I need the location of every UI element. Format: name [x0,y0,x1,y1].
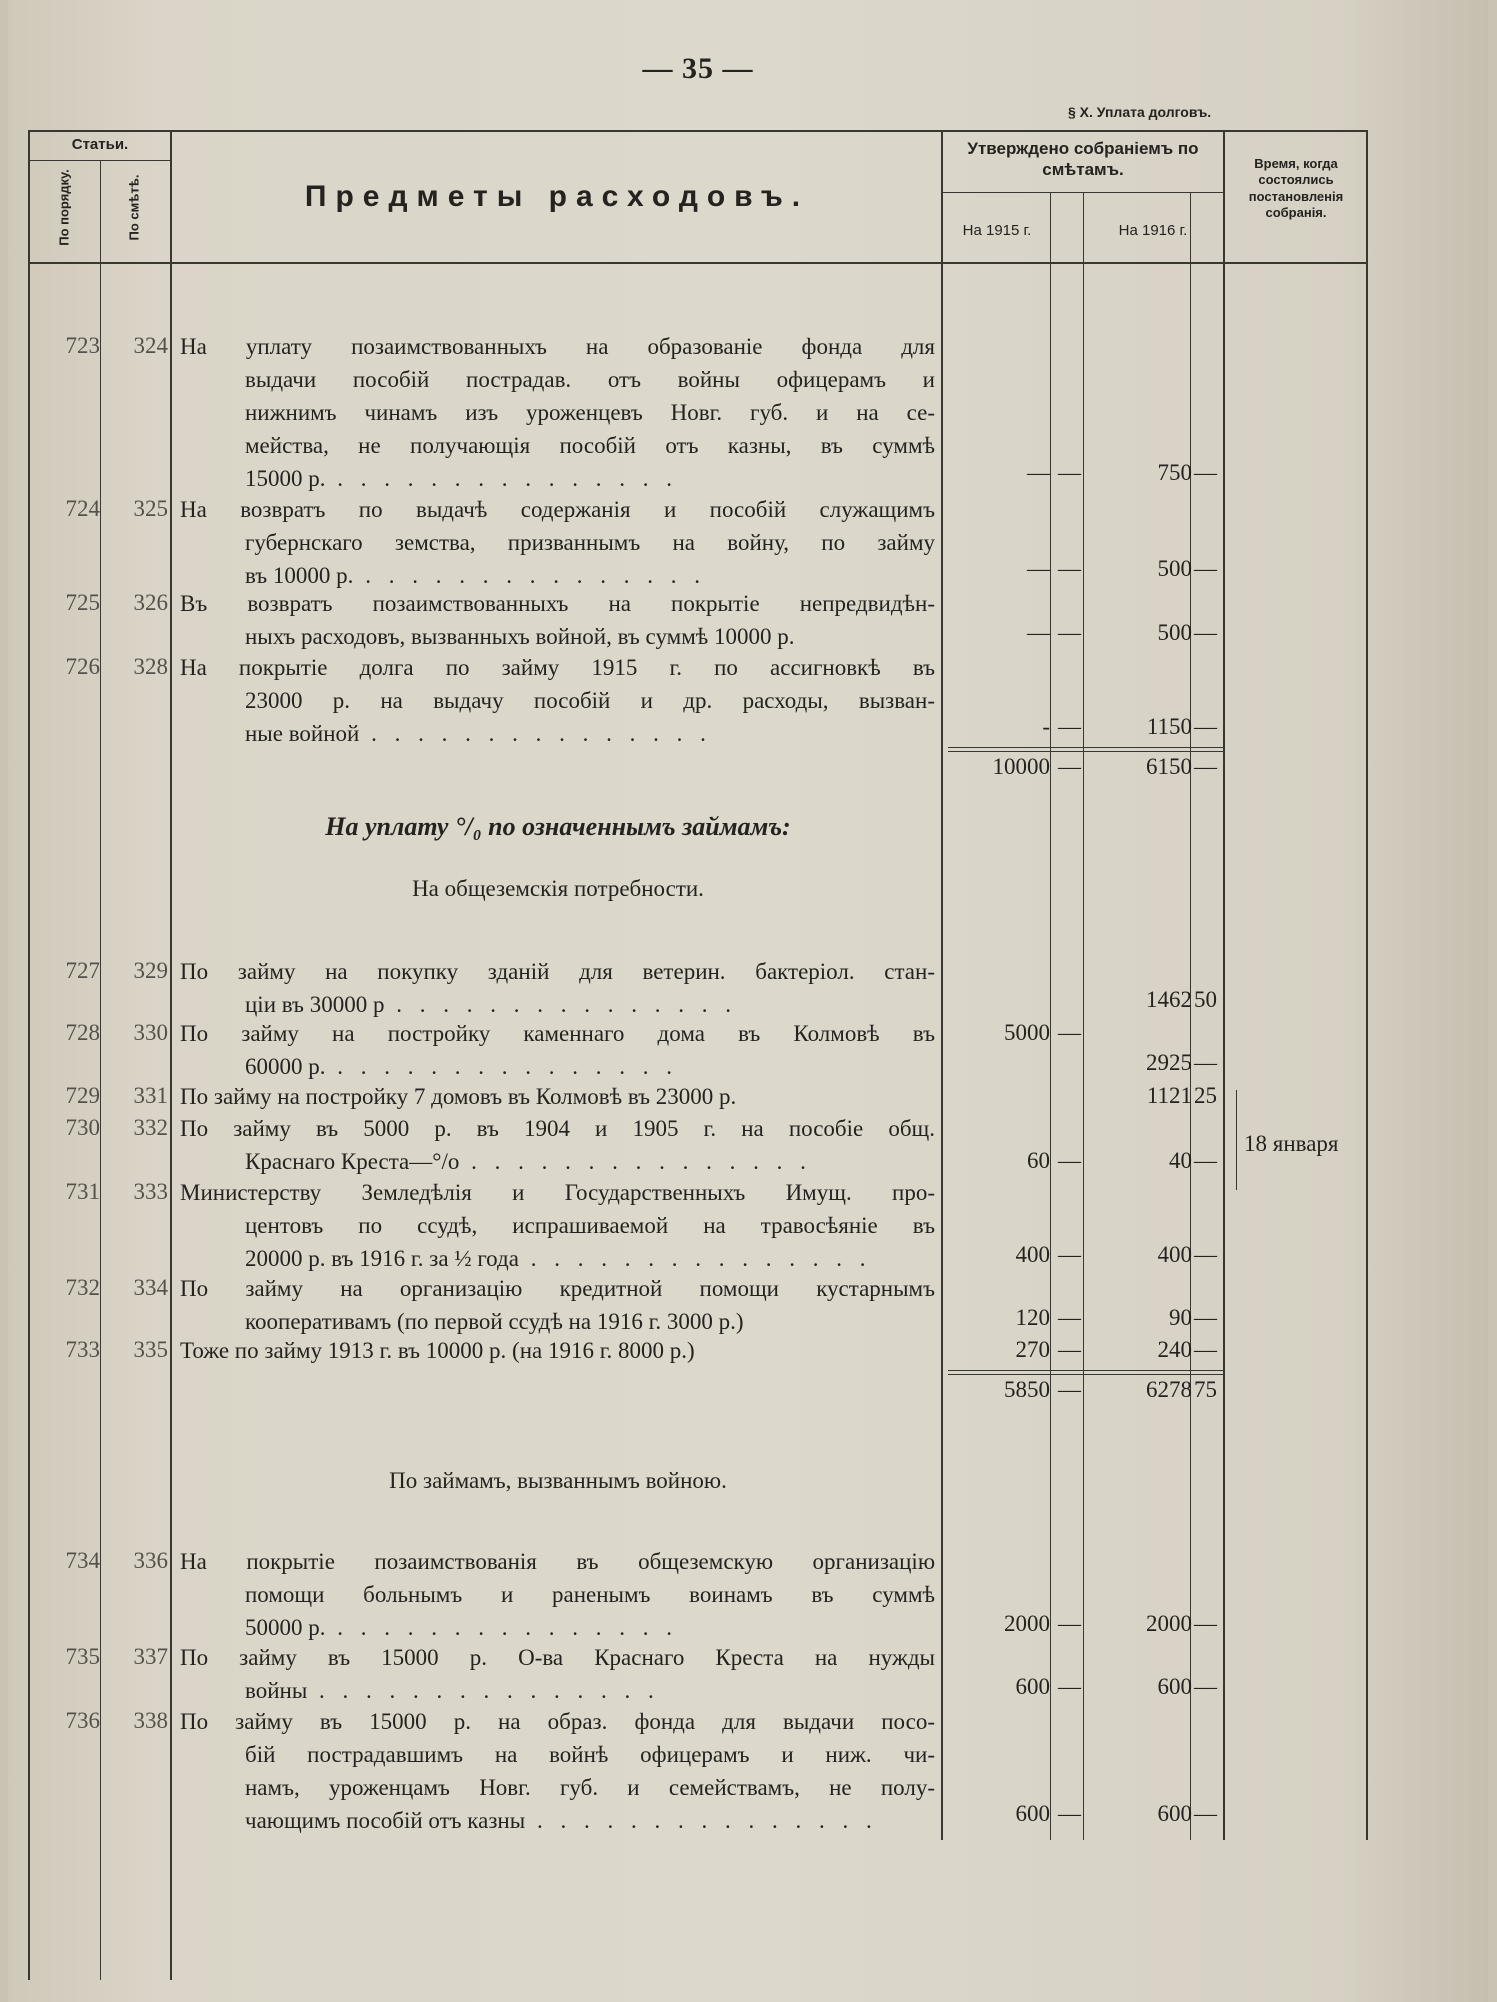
subtotal-1916: 6278 [1146,1377,1192,1402]
kop-1915: — [1058,1611,1081,1636]
subtotal-1916: 6150 [1146,754,1192,779]
kop-1916: — [1194,1611,1217,1636]
row-estimate-number: 328 [133,654,168,679]
kop-1915: — [1058,1020,1081,1045]
row-estimate-number: 325 [133,496,168,521]
row-description: По займу въ 15000 р. О-ва Краснаго Креста на нужды войны . . . [180,1641,935,1707]
header-time: Время, когда состоялись постановленія собранія. [1248,156,1344,220]
row-description: На возвратъ по выдачѣ содержанія и пособій служащимъ губернскаго земства, призваннымъ на войну, по займу въ 10000 р. . . . [180,493,935,592]
amount-1915: 5000 [1004,1020,1050,1045]
kop-1916: — [1194,714,1217,739]
kop-1915: — [1058,1801,1081,1826]
col-divider-subject [941,130,943,1840]
amount-1915: 2000 [1004,1611,1050,1636]
subtotal-1915: 5850 [1004,1377,1050,1402]
row-estimate-number: 336 [133,1548,168,1573]
header-1916: На 1916 г. [1118,222,1188,239]
col-divider-order [100,160,101,1980]
amount-1916: 750 [1157,460,1192,485]
header-by-order: По порядку. [56,169,72,246]
section-title: § X. Уплата долговъ. [1068,104,1212,120]
table-top-rule [28,130,1368,132]
kop-1916: — [1194,1148,1217,1173]
col-divider-kop1916 [1223,130,1225,1840]
subtotal-kop-1915: — [1058,1377,1081,1402]
header-bottom-rule [28,262,1368,264]
amount-1916: 600 [1157,1801,1192,1826]
row-order-number: 735 [65,1644,100,1669]
amount-1916: 500 [1157,556,1192,581]
header-by-estimate: По смѣтѣ. [126,174,142,241]
kop-1915: — [1058,460,1081,485]
amount-1916: 1462 [1146,987,1192,1012]
kop-1916: — [1194,1801,1217,1826]
subtotal-rule [948,1374,1223,1375]
amount-1915: 600 [1015,1801,1050,1826]
kop-1915: — [1058,1674,1081,1699]
subtotal-rule [948,747,1223,748]
row-description: По займу въ 5000 р. въ 1904 и 1905 г. на пособіе общ. Краснаго Креста—°/о . . . [180,1112,935,1178]
col-divider-1916 [1190,192,1191,1840]
amount-1916: 2000 [1146,1611,1192,1636]
amount-1915: - [1042,714,1050,739]
row-order-number: 725 [65,590,100,615]
heading-general: На общеземскія потребности. [412,876,704,901]
row-description: Въ возвратъ позаимствованныхъ на покрытіе непредвидѣн- ныхъ расходовъ, вызванныхъ войной, въ суммѣ 10000 р. [180,591,935,649]
kop-1915: — [1058,1337,1081,1362]
row-estimate-number: 337 [133,1644,168,1669]
amount-1915: 120 [1015,1305,1050,1330]
kop-1916: — [1194,620,1217,645]
col-divider-kop1915 [1083,192,1084,1840]
header-articles: Статьи. [71,136,129,153]
amount-1915: — [1027,620,1050,645]
row-estimate-number: 324 [133,333,168,358]
row-estimate-number: 326 [133,590,168,615]
subtotal-1915: 10000 [992,754,1050,779]
row-description: На покрытіе долга по займу 1915 г. по ассигновкѣ въ 23000 р. на выдачу пособій и др. расходы, вызван- ные войной . . . [180,651,935,750]
header-subject: Предметы расходовъ. [304,180,810,213]
date-bracket [1236,1090,1237,1190]
row-description: На уплату позаимствованныхъ на образованіе фонда для выдачи пособій пострадав. отъ войны офицерамъ и нижнимъ чинамъ изъ уроженцевъ Новг. губ. и на се- мейства, не получающія пособій отъ казны, въ суммѣ 15000 р. . . . [180,330,935,495]
row-description: На покрытіе позаимствованія въ общеземскую организацію помощи больнымъ и раненымъ воинамъ въ суммѣ 50000 р. . . . [180,1545,935,1644]
amount-1915: — [1027,460,1050,485]
ledger-page [8,0,1488,2002]
row-order-number: 730 [65,1115,100,1140]
row-order-number: 732 [65,1275,100,1300]
kop-1916: — [1194,1337,1217,1362]
col-divider-1915 [1050,192,1051,1840]
amount-1916: 400 [1157,1242,1192,1267]
row-order-number: 729 [65,1083,100,1108]
kop-1916: — [1194,1242,1217,1267]
subtotal-rule [948,1370,1223,1371]
amount-1915: 600 [1015,1674,1050,1699]
amount-1916: 1150 [1146,714,1192,739]
subtotal-kop-1916: — [1194,754,1217,779]
row-estimate-number: 330 [133,1020,168,1045]
row-description: Тоже по займу 1913 г. въ 10000 р. (на 1916 г. 8000 р.) [180,1338,695,1363]
subtotal-rule [948,751,1223,752]
row-estimate-number: 333 [133,1179,168,1204]
row-order-number: 731 [65,1179,100,1204]
amount-1916: 2925 [1146,1050,1192,1075]
heading-war: По займамъ, вызваннымъ войною. [389,1468,727,1493]
row-order-number: 723 [65,333,100,358]
row-estimate-number: 338 [133,1708,168,1733]
col-divider-estimate [170,130,172,1980]
row-estimate-number: 335 [133,1337,168,1362]
kop-1915: — [1058,1242,1081,1267]
kop-1916: — [1194,1305,1217,1330]
amount-1916: 240 [1157,1337,1192,1362]
subtotal-kop-1916: 75 [1194,1377,1217,1402]
amount-1915: 60 [1027,1148,1050,1173]
row-description: Министерству Земледѣлія и Государственныхъ Имущ. про- центовъ по ссудѣ, испрашиваемой на травосѣяніе въ 20000 р. въ 1916 г. за ½ года . . . [180,1176,935,1275]
kop-1916: — [1194,1050,1217,1075]
row-order-number: 734 [65,1548,100,1573]
kop-1916: 25 [1194,1083,1217,1108]
row-estimate-number: 332 [133,1115,168,1140]
amount-1916: 1121 [1146,1083,1192,1108]
kop-1915: — [1058,1148,1081,1173]
approved-rule [941,192,1223,193]
row-estimate-number: 334 [133,1275,168,1300]
row-order-number: 726 [65,654,100,679]
kop-1916: — [1194,460,1217,485]
row-description: По займу въ 15000 р. на образ. фонда для выдачи посо- бій пострадавшимъ на войнѣ офицерамъ и ниж. чи- намъ, уроженцамъ Новг. губ. и семействамъ, не полу- чающимъ пособій отъ казны . . . [180,1705,935,1837]
left-border [28,130,30,1980]
row-description: По займу на организацію кредитной помощи кустарнымъ кооперативамъ (по первой ссудѣ на 1916 г. 3000 р.) [180,1276,935,1334]
amount-1915: 270 [1015,1337,1050,1362]
amount-1915: — [1027,556,1050,581]
kop-1916: — [1194,1674,1217,1699]
row-description: По займу на постройку каменнаго дома въ Колмовѣ въ 60000 р. . . . [180,1017,935,1083]
subtotal-kop-1915: — [1058,754,1081,779]
row-order-number: 727 [65,958,100,983]
row-estimate-number: 329 [133,958,168,983]
page-number: — 35 — [642,52,754,85]
row-order-number: 736 [65,1708,100,1733]
amount-1916: 500 [1157,620,1192,645]
amount-1916: 90 [1169,1305,1192,1330]
row-estimate-number: 331 [133,1083,168,1108]
row-order-number: 724 [65,496,100,521]
right-border [1366,130,1368,1840]
heading-interest: На уплату °/₀ по означеннымъ займамъ: [325,812,791,841]
amount-1916: 600 [1157,1674,1192,1699]
kop-1916: 50 [1194,987,1217,1012]
row-description: По займу на постройку 7 домовъ въ Колмовѣ въ 23000 р. [180,1084,737,1109]
row-order-number: 733 [65,1337,100,1362]
header-1915: На 1915 г. [962,222,1032,239]
row-description: По займу на покупку зданій для ветерин. бактеріол. стан- ціи въ 30000 р . . . [180,955,935,1021]
row-order-number: 728 [65,1020,100,1045]
kop-1915: — [1058,556,1081,581]
kop-1915: — [1058,714,1081,739]
amount-1916: 40 [1169,1148,1192,1173]
kop-1915: — [1058,620,1081,645]
kop-1916: — [1194,556,1217,581]
kop-1915: — [1058,1305,1081,1330]
articles-rule [28,160,170,161]
header-approved: Утверждено собраніемъ по смѣтамъ. [967,139,1199,180]
amount-1915: 400 [1015,1242,1050,1267]
date-note: 18 января [1244,1131,1339,1156]
